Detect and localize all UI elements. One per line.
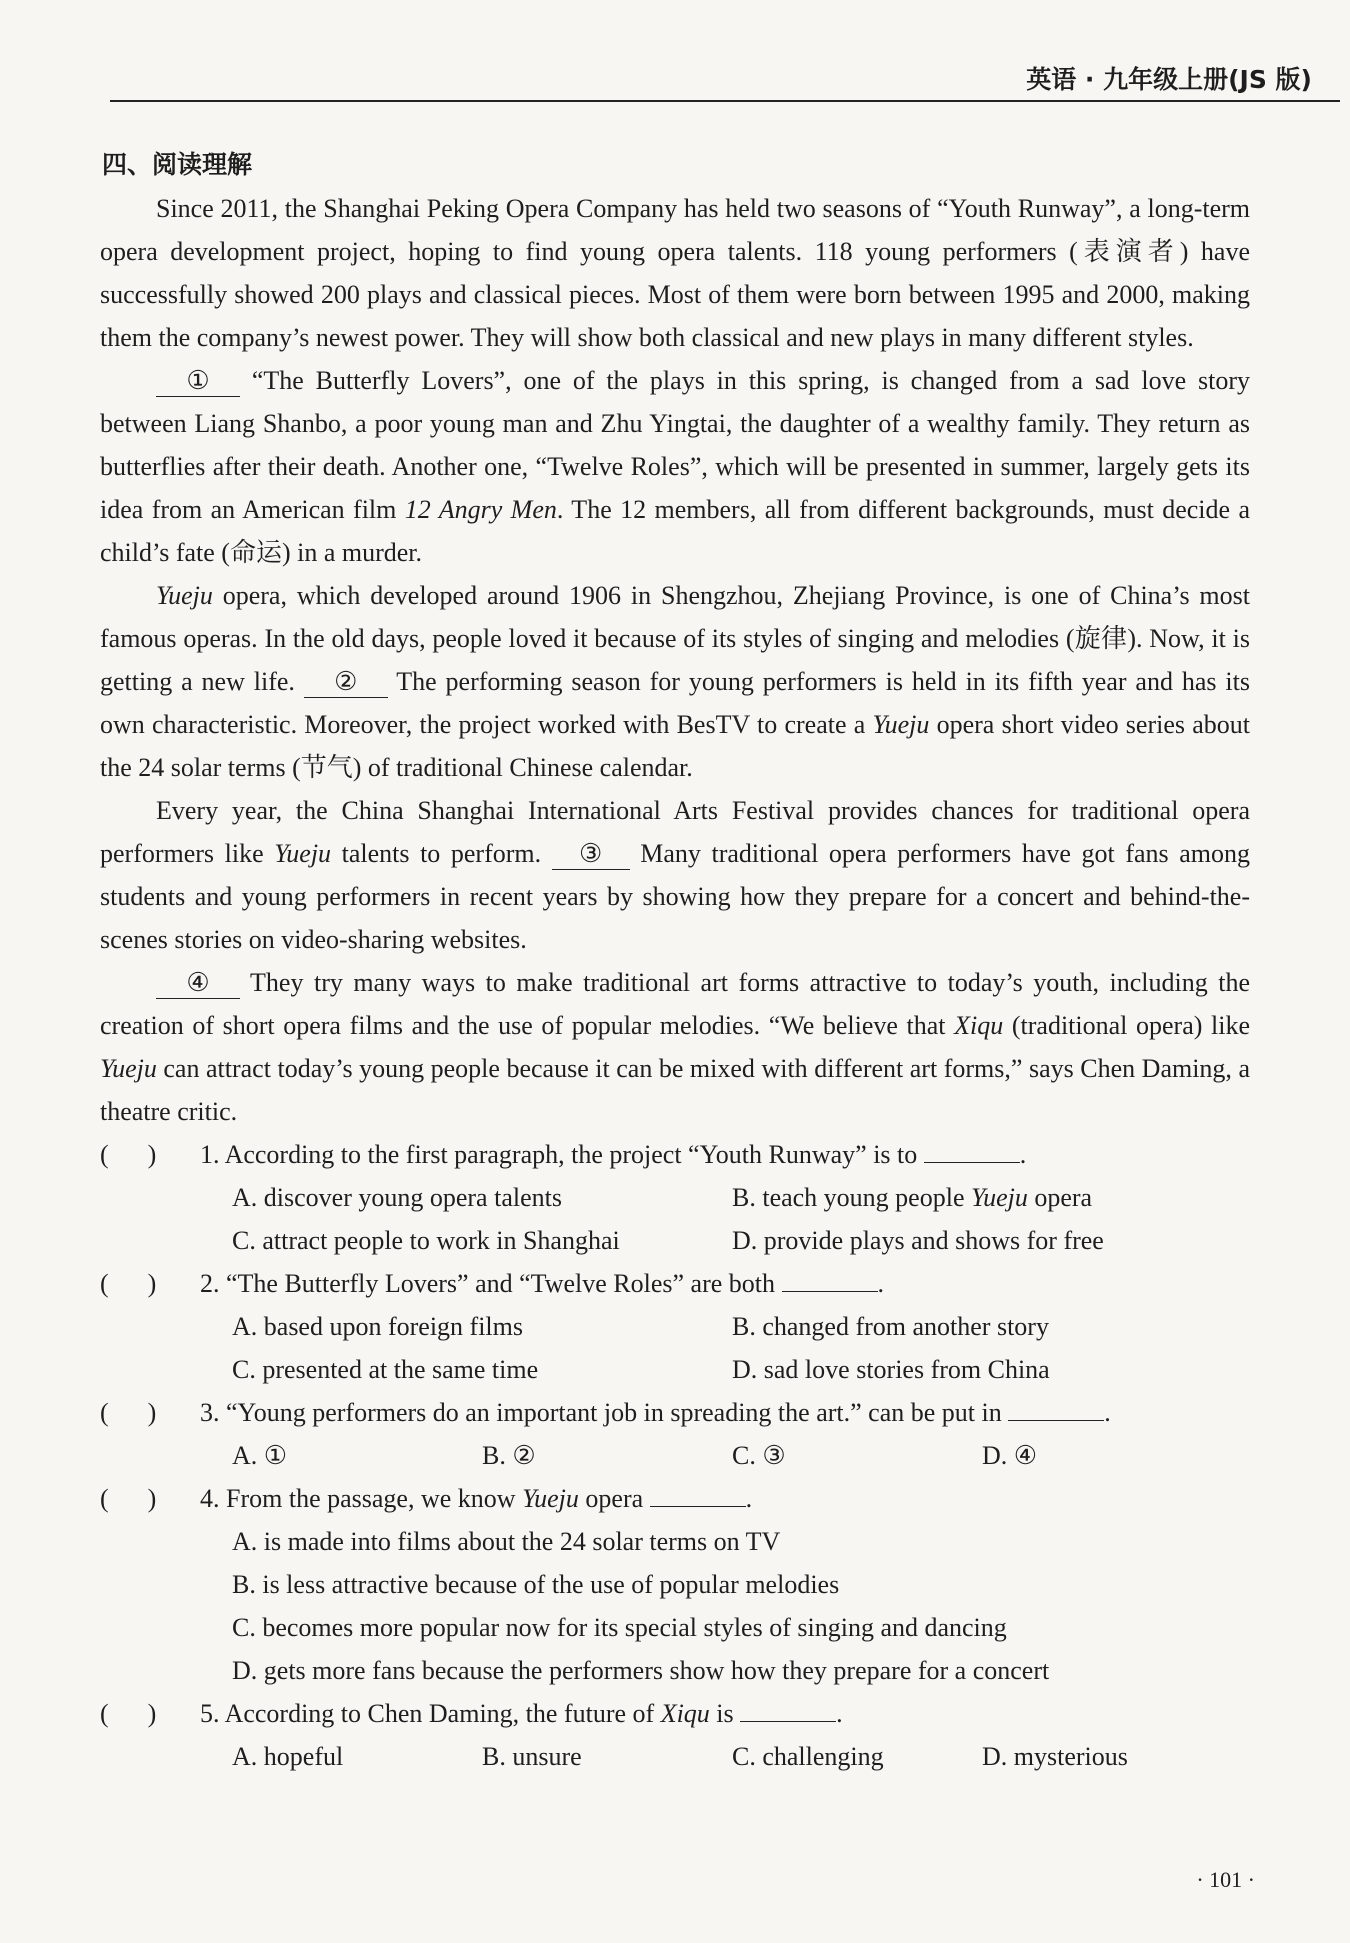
term-yueju: Yueju [156, 581, 213, 610]
question-1 [100, 1133, 1250, 1262]
paragraph-4-text-c: Many traditional opera performers have got fans among students and young performers in recent years by showing how they prepare for a concert and behind-the-scenes stories on video-sharing websites. [100, 839, 1250, 954]
option-a[interactable]: A. based upon foreign films [232, 1312, 524, 1341]
option-c[interactable]: C. ③ [732, 1441, 786, 1470]
blank-3: ③ [552, 839, 630, 870]
book-title: 英语 · 九年级上册(JS 版) [1026, 65, 1312, 94]
term-yueju: Yueju [274, 839, 332, 868]
paragraph-3-text-b: The performing season for young performers is held in its fifth year and has its own characteristic. Moreover, the project worked with BesTV to create a [100, 667, 1250, 739]
paragraph-3-text-a: opera, which developed around 1906 in Shengzhou, Zhejiang Province, is one of China’s most famous operas. In the old days, people loved it because of its styles of singing and melodies (旋律). Now, it is getting a new life. [100, 581, 1250, 696]
question-4 [100, 1477, 1250, 1692]
option-a[interactable]: A. is made into films about the 24 solar terms on TV [232, 1527, 781, 1556]
question-3 [100, 1391, 1250, 1477]
answer-bracket[interactable]: ( ) [100, 1398, 157, 1427]
blank-1: ① [156, 366, 240, 397]
term-yueju: Yueju [100, 1054, 157, 1083]
page-number: · 101 · [1196, 1867, 1255, 1892]
paragraph-4 [100, 789, 1250, 961]
answer-bracket[interactable]: ( ) [100, 1484, 157, 1513]
question-stem-text: 4. From the passage, we know [200, 1484, 523, 1513]
option-a[interactable]: A. ① [232, 1441, 288, 1470]
question-stem-end: . [1019, 1140, 1027, 1169]
option-d[interactable]: D. provide plays and shows for free [732, 1226, 1104, 1255]
term-yueju: Yueju [872, 710, 930, 739]
term-yueju: Yueju [522, 1484, 579, 1513]
blank-4: ④ [156, 968, 240, 999]
option-b[interactable]: B. changed from another story [732, 1312, 1049, 1341]
term-yueju: Yueju [971, 1183, 1028, 1212]
answer-blank [740, 1721, 836, 1722]
paragraph-5-text-c: can attract today’s young people because it can be mixed with different art forms,” says Chen Daming, a theatre critic. [100, 1054, 1250, 1126]
option-d[interactable]: D. ④ [982, 1441, 1038, 1470]
question-stem-text: 5. According to Chen Daming, the future of [200, 1699, 661, 1728]
term-xiqu: Xiqu [660, 1699, 710, 1728]
answer-bracket[interactable]: ( ) [100, 1699, 157, 1728]
term-xiqu: Xiqu [954, 1011, 1004, 1040]
question-stem [200, 1391, 1250, 1434]
option-c[interactable]: C. becomes more popular now for its special styles of singing and dancing [232, 1613, 1007, 1642]
option-c[interactable]: C. presented at the same time [232, 1355, 539, 1384]
question-stem-end: . [745, 1484, 753, 1513]
answer-bracket[interactable]: ( ) [100, 1140, 157, 1169]
question-stem-end: . [1104, 1398, 1111, 1427]
question-stem [200, 1477, 1250, 1520]
paragraph-4-text-a: Every year, the China Shanghai International Arts Festival provides chances for traditional opera performers like [100, 796, 1250, 868]
option-d[interactable]: D. mysterious [982, 1742, 1128, 1771]
paragraph-1 [100, 187, 1250, 359]
options [232, 1434, 1250, 1477]
question-stem [200, 1692, 1250, 1735]
reading-section [100, 145, 1250, 1778]
paragraph-3 [100, 574, 1250, 789]
option-b[interactable]: B. unsure [482, 1742, 582, 1771]
paragraph-5-text-b: (traditional opera) like [1003, 1011, 1251, 1040]
paragraph-5-text-a: They try many ways to make traditional art forms attractive to today’s youth, including the creation of short opera films and the use of popular melodies. “We believe that [100, 968, 1250, 1040]
paragraph-3-text-c: opera short video series about the 24 solar terms (节气) of traditional Chinese calendar. [100, 710, 1251, 782]
question-stem-text-b: opera [578, 1484, 650, 1513]
paragraph-2-text-b: . The 12 members, all from different backgrounds, must decide a child’s fate (命运) in a murder. [100, 495, 1251, 567]
option-a[interactable]: A. hopeful [232, 1742, 344, 1771]
film-title: 12 Angry Men [404, 495, 557, 524]
option-d[interactable]: D. sad love stories from China [732, 1355, 1050, 1384]
option-a[interactable]: A. discover young opera talents [232, 1183, 562, 1212]
answer-blank [1008, 1420, 1104, 1421]
option-b-text-a: B. teach young people [732, 1183, 971, 1212]
options [232, 1176, 1250, 1262]
question-stem [200, 1262, 1250, 1305]
option-b[interactable]: B. is less attractive because of the use of popular melodies [232, 1570, 840, 1599]
options [232, 1305, 1250, 1391]
question-2 [100, 1262, 1250, 1391]
question-stem-text: 3. “Young performers do an important job in spreading the art.” can be put in [200, 1398, 1009, 1427]
option-b-text-b: opera [1027, 1183, 1093, 1212]
page-header [0, 0, 1350, 104]
options [232, 1735, 1250, 1778]
option-b[interactable] [732, 1176, 1232, 1219]
answer-blank [924, 1162, 1020, 1163]
question-stem-text-b: is [709, 1699, 741, 1728]
question-stem-text: 2. “The Butterfly Lovers” and “Twelve Roles” are both [200, 1269, 782, 1298]
header-rule [110, 100, 1340, 102]
answer-blank [650, 1506, 746, 1507]
question-stem-end: . [877, 1269, 885, 1298]
answer-blank [782, 1291, 878, 1292]
option-d[interactable]: D. gets more fans because the performers show how they prepare for a concert [232, 1656, 1050, 1685]
paragraph-2 [100, 359, 1250, 574]
option-c[interactable]: C. attract people to work in Shanghai [232, 1226, 620, 1255]
answer-bracket[interactable]: ( ) [100, 1269, 157, 1298]
option-b[interactable]: B. ② [482, 1441, 536, 1470]
question-stem-text: 1. According to the first paragraph, the project “Youth Runway” is to [200, 1140, 924, 1169]
paragraph-1-text: Since 2011, the Shanghai Peking Opera Company has held two seasons of “Youth Runway”, a long-term opera development project, hoping to find young opera talents. 118 young performers (表演者) have successfully showed 200 plays and classical pieces. Most of them were born between 1995 and 2000, making them the company’s newest power. They will show both classical and new plays in many different styles. [100, 194, 1250, 352]
option-c[interactable]: C. challenging [732, 1742, 884, 1771]
paragraph-2-text-a: “The Butterfly Lovers”, one of the plays in this spring, is changed from a sad love story between Liang Shanbo, a poor young man and Zhu Yingtai, the daughter of a wealthy family. They return as butterflies after their death. Another one, “Twelve Roles”, which will be presented in summer, largely gets its idea from an American film [100, 366, 1250, 524]
paragraph-4-text-b: talents to perform. [331, 839, 552, 868]
question-stem-end: . [836, 1699, 843, 1728]
question-5 [100, 1692, 1250, 1778]
question-stem [200, 1133, 1250, 1176]
paragraph-5 [100, 961, 1250, 1133]
options [232, 1520, 1250, 1692]
section-title: 四、阅读理解 [102, 150, 253, 179]
blank-2: ② [304, 667, 388, 698]
